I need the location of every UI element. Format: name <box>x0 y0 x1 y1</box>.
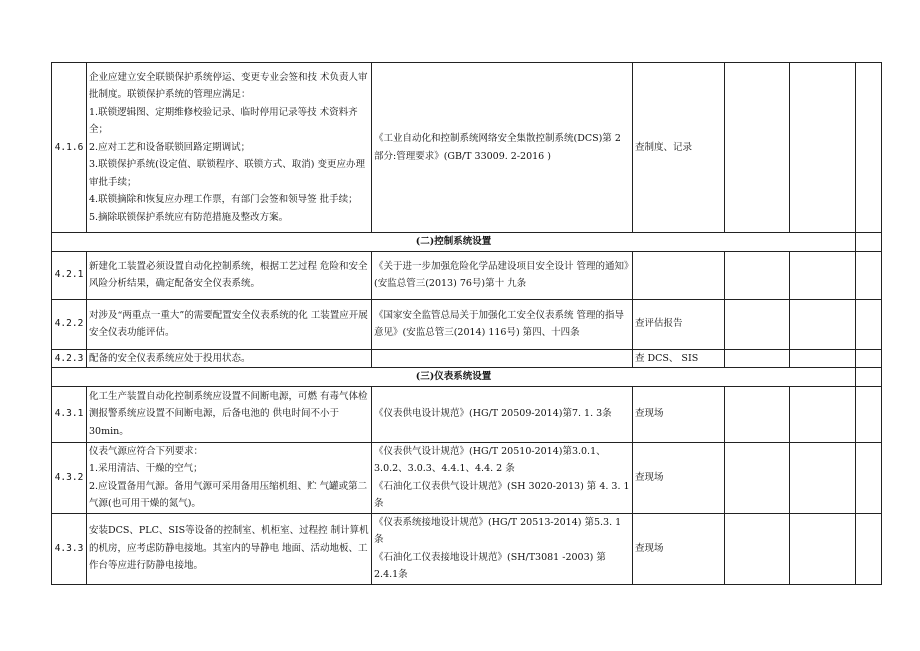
item-number: 4.2.2 <box>52 299 87 349</box>
basis-cell: 《国家安全监管总局关于加强化工安全仪表系统 管理的指导意见》(安监总管三(2014) 116号) 第四、十四条 <box>372 299 633 349</box>
empty-cell <box>856 63 882 233</box>
requirement-line: 1.采用清洁、干燥的空气； <box>89 463 203 474</box>
empty-cell <box>725 349 790 368</box>
requirement-line: 1.联锁逻辑图、定期维修校验记录、临时停用记录等技 术资料齐全； <box>89 106 358 136</box>
method-cell: 查评估报告 <box>633 299 725 349</box>
requirement-line: 4.联锁摘除和恢复应办理工作票，有部门会签和领导签 批手续； <box>89 194 358 206</box>
item-number: 4.2.1 <box>52 251 87 299</box>
empty-cell <box>856 386 882 442</box>
empty-cell <box>856 299 882 349</box>
section-title: (三)仪表系统设置 <box>52 368 856 387</box>
basis-cell <box>372 513 633 584</box>
empty-cell <box>725 299 790 349</box>
item-number: 4.3.2 <box>52 442 87 513</box>
method-cell: 查制度、记录 <box>633 63 725 233</box>
basis-cell: 《仪表供电设计规范》(HG/T 20509-2014)第7. 1. 3条 <box>372 386 633 442</box>
table-row <box>52 349 882 368</box>
inspection-table <box>51 62 882 585</box>
requirement-cell: 安装DCS、PLC、SIS等设备的控制室、机柜室、过程控 制计算机的机房，应考虑防静电接地。其室内的导静电 地面、活动地板、工作台等应进行防静电接地。 <box>87 513 372 584</box>
section-header-row <box>52 233 882 252</box>
table-row <box>52 442 882 513</box>
empty-cell <box>856 442 882 513</box>
requirement-cell <box>87 442 372 513</box>
empty-cell <box>725 386 790 442</box>
requirement-cell: 化工生产装置自动化控制系统应设置不间断电源，可燃 有毒气体检测报警系统应设置不间断电源，后备电池的 供电时间不小于30min。 <box>87 386 372 442</box>
method-cell: 查 DCS、 SIS <box>633 349 725 368</box>
basis-cell: 《工业自动化和控制系统网络安全集散控制系统(DCS)第 2 部分:管理要求》(GB/T 33009. 2-2016 ) <box>372 63 633 233</box>
empty-cell <box>790 513 856 584</box>
method-cell: 查现场 <box>633 442 725 513</box>
item-number: 4.1.6 <box>52 63 87 233</box>
item-number: 4.3.3 <box>52 513 87 584</box>
item-number: 4.2.3 <box>52 349 87 368</box>
requirement-line: 5.摘除联锁保护系统应有防范措施及整改方案。 <box>89 211 289 223</box>
empty-cell <box>856 233 882 252</box>
requirement-line: 仪表气源应符合下列要求： <box>89 445 204 457</box>
empty-cell <box>856 251 882 299</box>
empty-cell <box>856 349 882 368</box>
empty-cell <box>790 63 856 233</box>
empty-cell <box>856 368 882 387</box>
table-row <box>52 386 882 442</box>
table-row <box>52 63 882 233</box>
basis-line: 《石油化工仪表供气设计规范》(SH 3020-2013) 第 4. 3. 1 条 <box>374 480 630 509</box>
method-cell <box>633 251 725 299</box>
requirement-line: 3.联锁保护系统(设定值、联锁程序、联锁方式、取消) 变更应办理审批手续； <box>89 159 365 188</box>
requirement-line: 2.应对工艺和设备联锁回路定期调试； <box>89 141 251 153</box>
requirement-cell: 配备的安全仪表系统应处于投用状态。 <box>87 349 372 368</box>
empty-cell <box>790 386 856 442</box>
section-header-row <box>52 368 882 387</box>
basis-cell: 《关于进一步加强危险化学品建设项目安全设计 管理的通知》(安监总管三(2013) 76号)第十 九条 <box>372 251 633 299</box>
method-cell: 查现场 <box>633 386 725 442</box>
requirement-cell: 对涉及“两重点一重大”的需要配置安全仪表系统的化 工装置应开展安全仪表功能评估。 <box>87 299 372 349</box>
basis-cell <box>372 349 633 368</box>
requirement-cell <box>87 63 372 233</box>
table-row <box>52 513 882 584</box>
empty-cell <box>725 442 790 513</box>
section-title: (二)控制系统设置 <box>52 233 856 252</box>
basis-line: 《仪表供气设计规范》(HG/T 20510-2014)第3.0.1、3.0.2、3.0.3、4.4.1、4.4. 2 条 <box>374 445 606 474</box>
item-number: 4.3.1 <box>52 386 87 442</box>
empty-cell <box>790 349 856 368</box>
empty-cell <box>725 251 790 299</box>
basis-line: 《仪表系统接地设计规范》(HG/T 20513-2014) 第5.3. 1条 <box>374 516 622 545</box>
requirement-cell: 新建化工装置必须设置自动化控制系统，根据工艺过程 危险和安全风险分析结果，确定配备安全仪表系统。 <box>87 251 372 299</box>
requirement-line: 企业应建立安全联锁保护系统停运、变更专业会签和技 术负责人审批制度。联锁保护系统的管理应满足： <box>89 71 368 101</box>
empty-cell <box>856 513 882 584</box>
requirement-line: 2.应设置备用气源。备用气源可采用备用压缩机组、贮 气罐或第二气源(也可用干燥的氮气)。 <box>89 480 368 509</box>
empty-cell <box>790 251 856 299</box>
empty-cell <box>790 299 856 349</box>
empty-cell <box>790 442 856 513</box>
empty-cell <box>725 513 790 584</box>
table-row <box>52 251 882 299</box>
empty-cell <box>725 63 790 233</box>
table-row <box>52 299 882 349</box>
method-cell: 查现场 <box>633 513 725 584</box>
basis-cell <box>372 442 633 513</box>
basis-line: 《石油化工仪表接地设计规范》(SH/T3081 -2003) 第2.4.1条 <box>374 551 606 580</box>
